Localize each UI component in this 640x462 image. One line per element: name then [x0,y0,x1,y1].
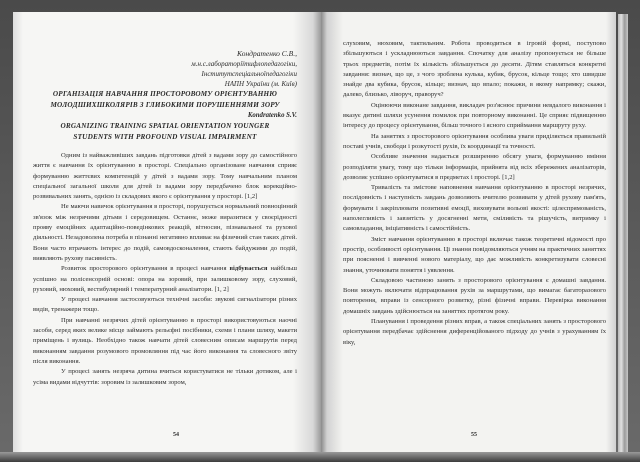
paragraph: Тривалість та змістове наповнення навчання орієнтуванню в просторі незрячих, послідовність і наступність завдань дозволяють вчителю розвивати у дітей рухову пам'ять, формувати і закріплювати позитивні емоції, виховувати вольові якості: цілеспрямованість, наполегливість і завзятість у досягненні мети, сміливість та рішучість, витримку і самовладання, ініціативність і самостійність. [343,184,606,233]
title-en-line: ORGANIZING TRAINING SPATIAL ORIENTATION YOUNGER [60,122,270,130]
paragraph: При навчанні незрячих дітей орієнтуванню в просторі використовуються наочні засоби, серед яких велике місце займають рельєфні посібники, схеми і плани шляху, макети приміщень і вулиць. Необхідно також навчати дітей словесним описам маршрутів перед виконанням завдання розумового промовляння під час його виконання та словесного звіту після виконання. [33,316,297,365]
affiliation-line: м.н.с.лабораторіїтифлопедагогіки, [191,60,297,68]
paragraph: Особливе значення надається розширенню обсягу уваги, формуванню вміння розподіляти увагу, тому що тільки інформація, прийнята від всіх збережених аналізаторів, дозволяє успішно орієнтуватися в предметах і просторі. [1,2] [343,153,606,181]
right-page [321,12,616,452]
title-ua-line: МОЛОДШИХШКОЛЯРІВ З ГЛИБОКИМИ ПОРУШЕННЯМИ ЗОРУ [50,101,280,109]
paragraph: Не маючи навичок орієнтування в просторі, порушується нормальний повноцінний зв'язок між незрячими дітьми і середовищем. Останнє, може виразитися у своєрідності прояву емоційних адаптаційно-поведінкових реакцій, вітносин, пізнавальної та рухової діяльності. Незадоволена потреба в пізнанні негативно впливає на фізичний стан таких дітей. Вони часто втрачають інтерес до подій, самовдосконалення, стають байдужими до подій, виявляють рухову пасивність. [33,203,297,262]
affiliation-line: НАПН України (м. Київ) [224,80,297,88]
paragraph: Зміст навчання орієнтуванню в просторі включає також теоретичні відомості про простір, особливості орієнтування. Ці знання повідомляються учням на практичних заняттях при поясненні і вивченні нового матеріалу, що дає можливість конкретизувати словесні знання, уточнювати поняття і уявлення. [343,235,606,274]
paragraph: Оцінюючи виконане завдання, викладач роз'яснює причини невдалого виконання і вказує дитині шляхи усунення помилок при повторному виконанні. Це сприяє підвищенню інтересу до процесу орієнтування, більш точного і ясного сприймання маршруту руху. [343,101,606,130]
page-edges [618,14,628,452]
page-number: 54 [173,432,179,438]
left-page [13,12,321,452]
paragraph: На заняттях з просторового орієнтування особлива уваги приділяється правильній поставі учнів, свободи і розкутості рухів, їх координації та точності. [343,132,606,150]
affiliation-line: Інститутспеціальноїпедагогіки [201,70,297,78]
author-block [33,49,297,89]
paragraph: Одним із найважливіших завдань підготовки дітей з вадами зору до самостійного життя є навчання їх орієнтуванню в просторі. Спеціально організоване навчання сприяє формуванню життєвих компетенцій у дітей з вадами зору. Тому навчальним планом спеціальної загальної школи для дітей із вадами зору передбачено блок корекційно-розвивальних занять, однією із складових якого є орієнтування у просторі. [1,2] [33,152,297,201]
author-name: Кондратенко С.В., [237,49,297,58]
paragraph: Планування і проведення різних вправ, а також спеціальних занять з просторового орієнтування передбачає здійснення диференційованого підходу до учнів з урахуванням їх віку, [343,318,606,346]
bold-word: відбувається [229,265,268,273]
title-en-line: STUDENTS WITH PROFOUND VISUAL IMPAIRMENT [73,133,257,141]
author-en: Kondratenko S.V. [247,112,297,119]
page-number: 55 [471,432,477,438]
paragraph: У процесі навчання застосовуються технічні засоби: звукові сигналізатори різних видів, тренажери тощо. [33,296,297,314]
paragraph: Складовою частиною занять з просторового орієнтування є домашні завдання. Вони можуть включати відпрацювання рухів за маршрутами, що вимагає багаторазового повторення, вправи із сенсорного розвитку, різні фізичні вправи. Перевірка виконання домашніх завдань здійснюється на заняттях протягом року. [343,276,606,315]
title-ua-line: ОРГАНІЗАЦІЯ НАВЧАННЯ ПРОСТОРОВОМУ ОРІЄНТУВАННЮ [52,90,278,98]
paragraph: У процесі занять незряча дитина вчиться користуватися не тільки дотиком, але і усіма видами відчуттів: зоровим із залишковим зором, [33,368,297,386]
paragraph: Розвиток просторового орієнтування в процесі навчання відбувається найбільш успішно на полісенсорній основі: опора на зоровий, при залишковому зору, слуховий, руховий, нюховий, вестибулярний і температурний аналізатори. [1, 2] [33,265,297,293]
paragraph: слуховим, нюховим, тактильним. Робота проводиться в ігровій формі, поступово збільшуються і ускладнюються завдання. Спочатку для аналізу пропонується не більше трьох предметів, потім їх кількість збільшується до десяти. Дітям ставляться конкретні завдання: визнач, що це, з чого зроблена кулька, кубик, брусок, кільце тощо; хто швидше знайде два кубика, брусок, кільце; визнач, що впало; покажи, в якому напрямку; скажи, далеко, близько, ліворуч, праворуч? [343,40,606,99]
bottom-shadow [0,452,640,462]
